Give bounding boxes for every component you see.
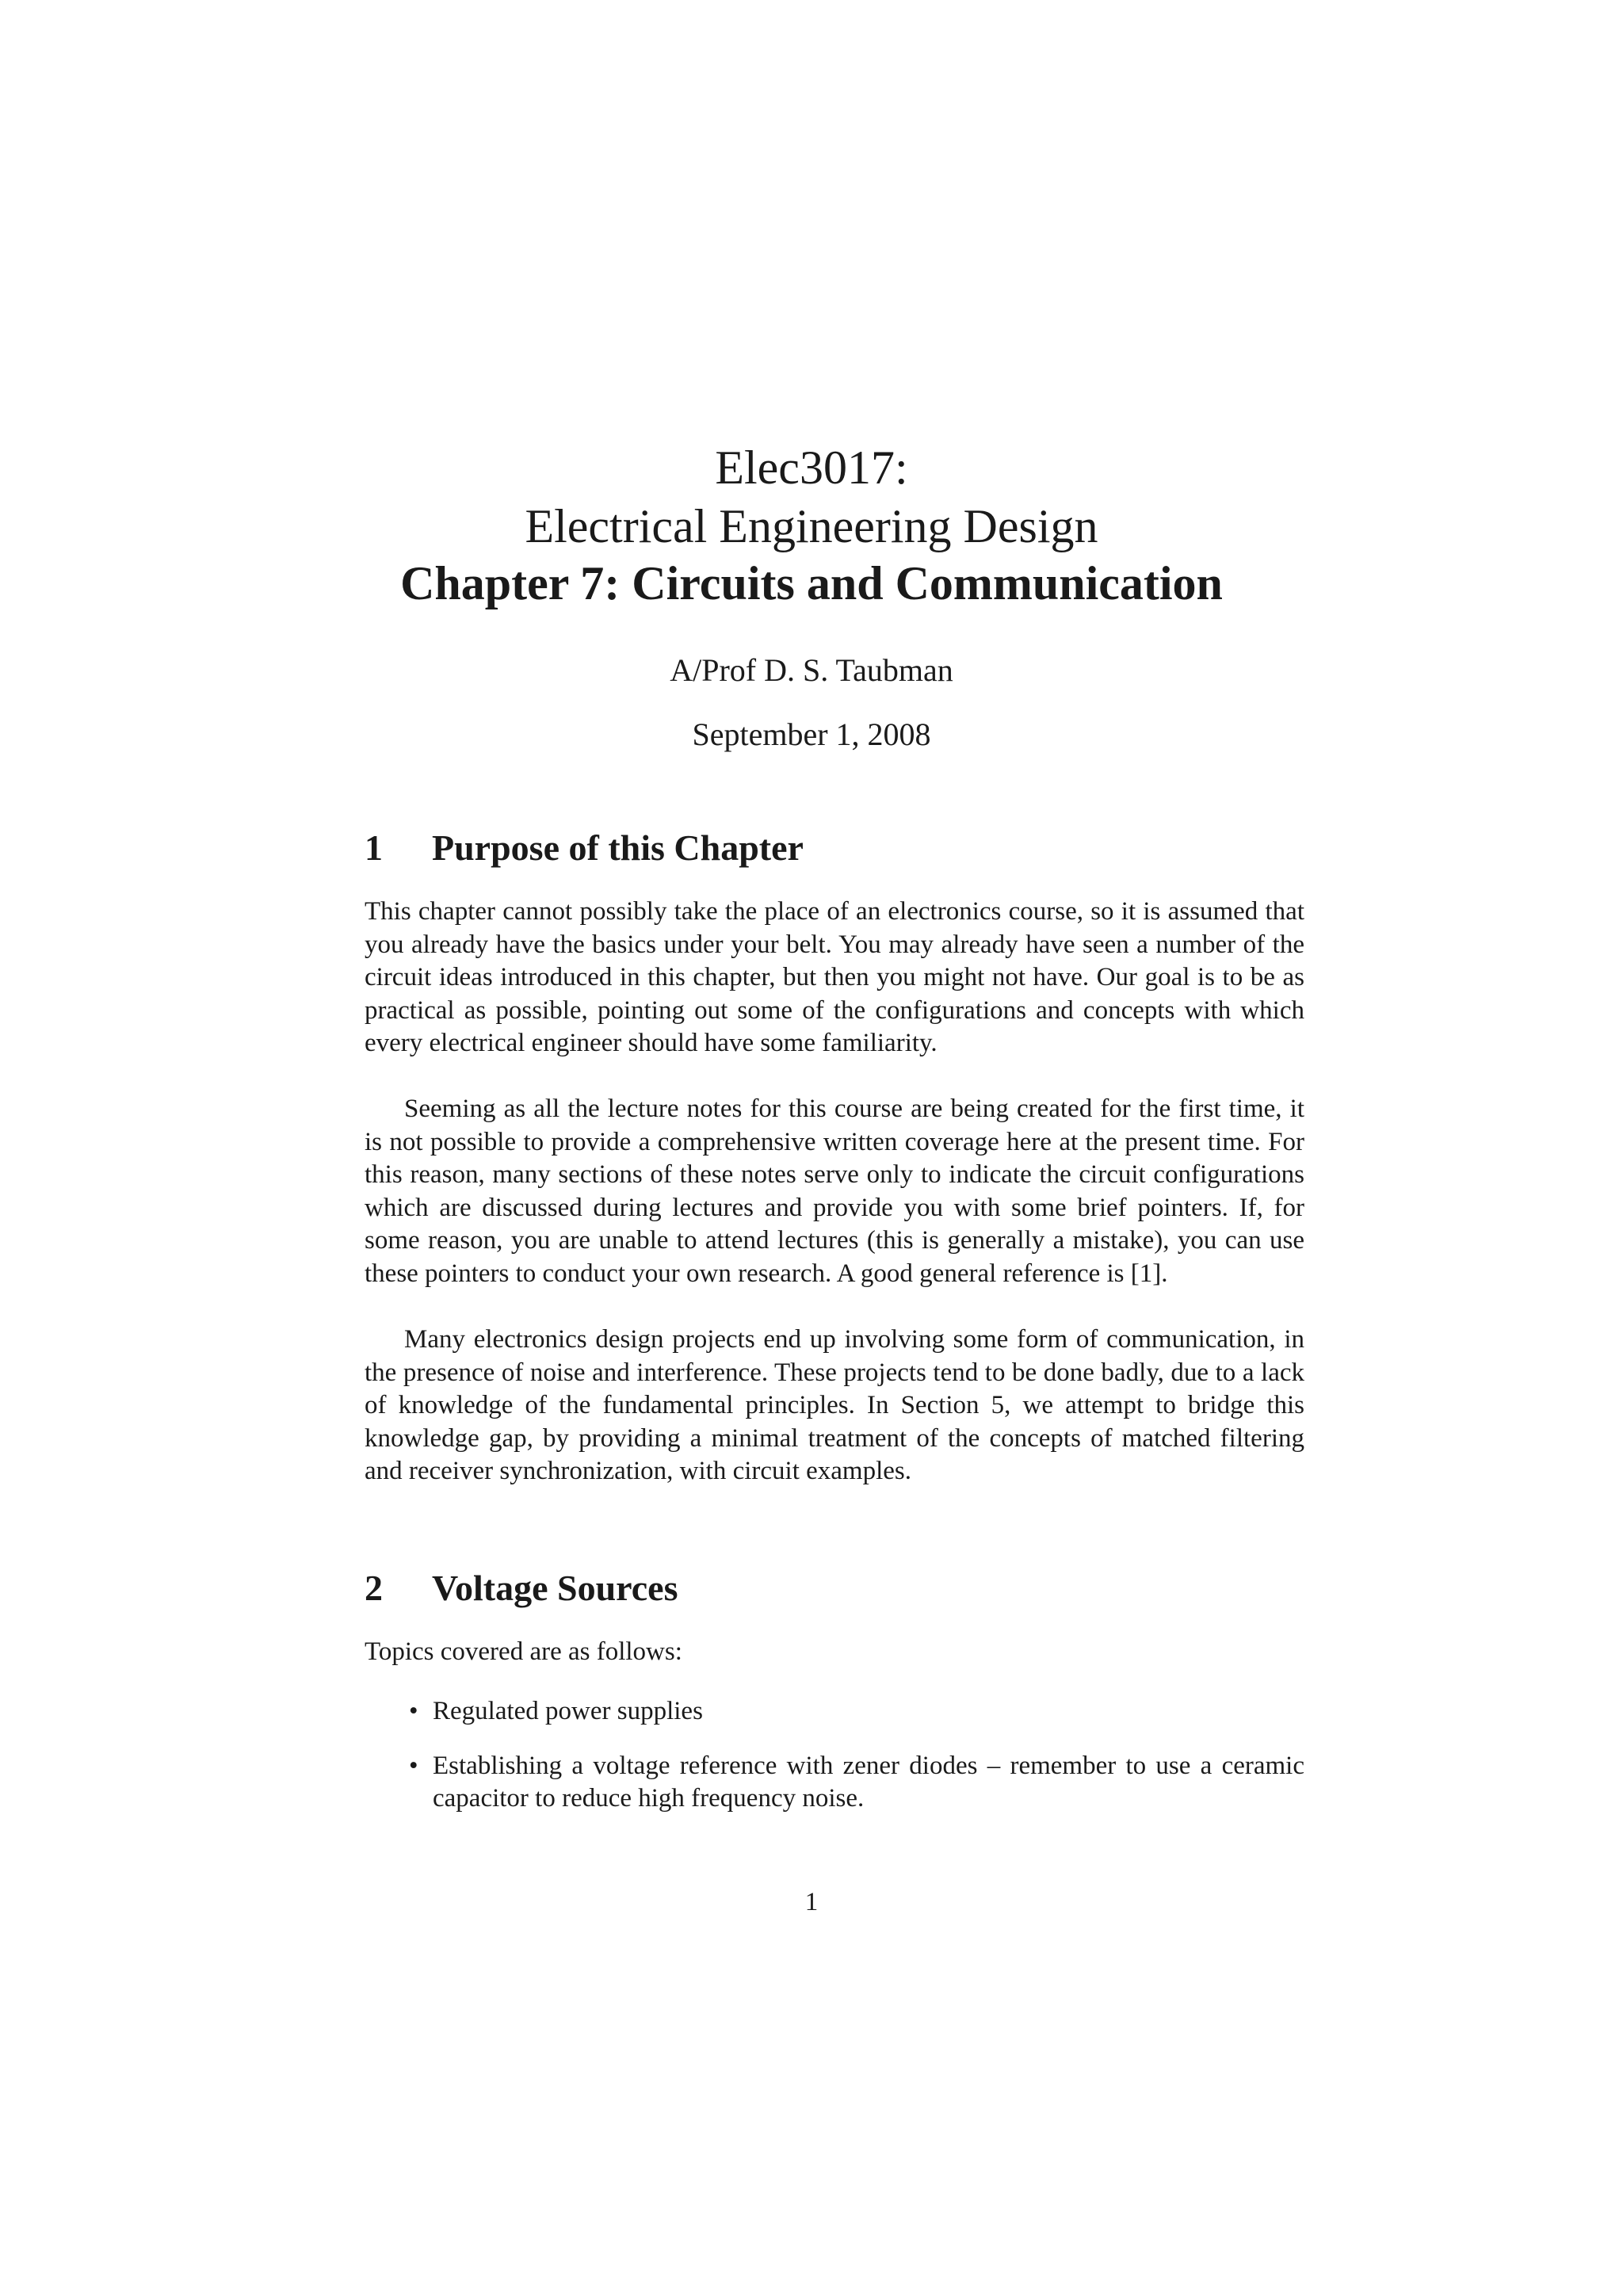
paragraph: This chapter cannot possibly take the place of an electronics course, so it is assumed that you already have the basics under your belt. You may already have seen a number of the circuit ideas introduced in this chapter, but then you might not have. Our goal is to be as practical as possible, pointing out some of the configurations and concepts with which every electrical engineer should have some familiarity. xyxy=(365,897,1304,1057)
section-title: Purpose of this Chapter xyxy=(432,827,804,868)
section-heading-1 xyxy=(365,827,804,869)
page-number: 1 xyxy=(804,1888,819,1916)
list-item xyxy=(365,1695,1304,1729)
author: A/Prof D. S. Taubman xyxy=(670,652,953,688)
chapter-title: Chapter 7: Circuits and Communication xyxy=(400,557,1223,609)
section-intro: Topics covered are as follows: xyxy=(365,1637,682,1666)
paragraph: Many electronics design projects end up involving some form of communication, in the presence of noise and interference. These projects tend to be done badly, due to a lack of knowledge of the fundamental principles. In Section 5, we attempt to bridge this knowledge gap, by providing a minimal treatment of the concepts of matched filtering and receiver synchronization, with circuit examples. xyxy=(365,1325,1304,1485)
topic-list xyxy=(365,1695,1304,1837)
bullet-icon: • xyxy=(409,1751,418,1780)
course-name: Electrical Engineering Design xyxy=(525,500,1098,552)
section-heading-2 xyxy=(365,1567,678,1609)
section-title: Voltage Sources xyxy=(432,1568,678,1608)
list-item-text: Regulated power supplies xyxy=(433,1697,703,1725)
course-code: Elec3017: xyxy=(715,441,908,494)
bullet-icon: • xyxy=(409,1697,418,1725)
section-number: 2 xyxy=(365,1568,383,1608)
section-number: 1 xyxy=(365,827,383,868)
paragraph: Seeming as all the lecture notes for this course are being created for the first time, it is not possible to provide a comprehensive written coverage here at the present time. For this reason, many sections of these notes serve only to indicate the circuit configurations which are discussed during lectures and provide you with some brief pointers. If, for some reason, you are unable to attend lectures (this is generally a mistake), you can use these pointers to conduct your own research. A good general reference is [1]. xyxy=(365,1095,1304,1288)
date: September 1, 2008 xyxy=(692,716,931,752)
list-item xyxy=(365,1750,1304,1816)
list-item-text: Establishing a voltage reference with zener diodes – remember to use a ceramic capacitor to reduce high frequency noise. xyxy=(433,1751,1304,1813)
